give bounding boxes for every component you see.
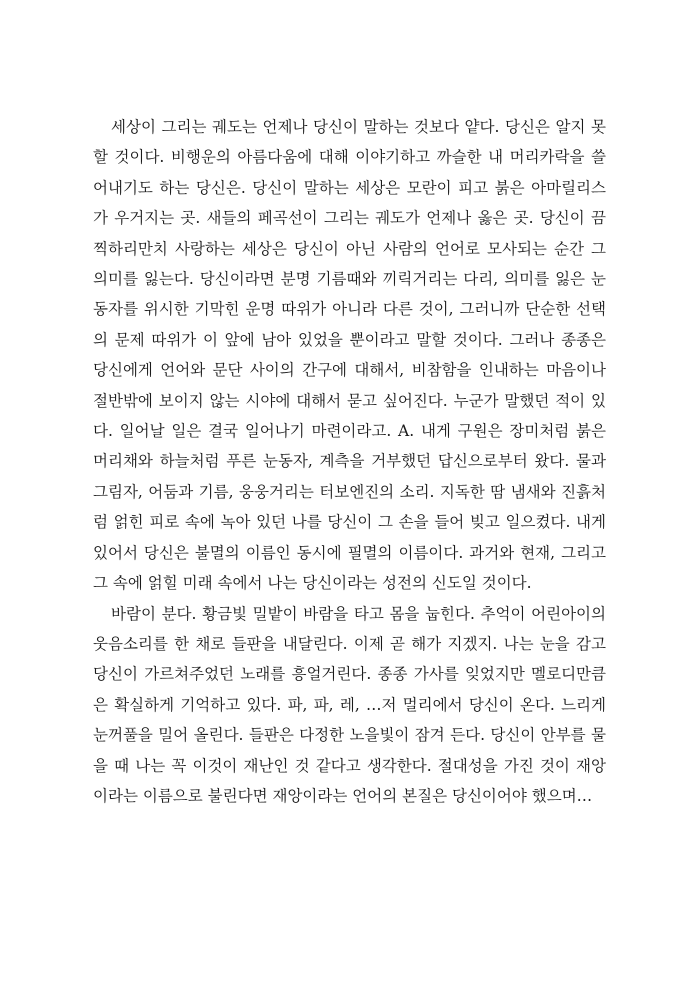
- paragraph-1: 세상이 그리는 궤도는 언제나 당신이 말하는 것보다 얕다. 당신은 알지 못할 것이다. 비행운의 아름다움에 대해 이야기하고 까슬한 내 머리카락을 쓸어내기도 하는 당신은. 당신이 말하는 세상은 모란이 피고 붉은 아마릴리스가 우거지는 곳. 새들의 페곡선이 그리는 궤도가 언제나 옳은 곳. 당신이 끔찍하리만치 사랑하는 세상은 당신이 아닌 사람의 언어로 모사되는 순간 그 의미를 잃는다. 당신이라면 분명 기름때와 끼릭거리는 다리, 의미를 잃은 눈동자를 위시한 기막힌 운명 따위가 아니라 다른 것이, 그러니까 단순한 선택의 문제 따위가 이 앞에 남아 있었을 뿐이라고 말할 것이다. 그러나 종종은 당신에게 언어와 문단 사이의 간구에 대해서, 비참함을 인내하는 마음이나 절반밖에 보이지 않는 시야에 대해서 묻고 싶어진다. 누군가 말했던 적이 있다. 일어날 일은 결국 일어나기 마련이라고. A. 내게 구원은 장미처럼 붉은 머리채와 하늘처럼 푸른 눈동자, 계측을 거부했던 답신으로부터 왔다. 물과 그림자, 어둠과 기름, 웅웅거리는 터보엔진의 소리. 지독한 땀 냄새와 진흙처럼 얽힌 피로 속에 녹아 있던 나를 당신이 그 손을 들어 빚고 일으켰다. 내게 있어서 당신은 불멸의 이름인 동시에 필멸의 이름이다. 과거와 현재, 그리고 그 속에 얽힐 미래 속에서 나는 당신이라는 성전의 신도일 것이다.: [93, 118, 606, 593]
- body-text: [93, 112, 606, 811]
- paragraph-2: 바람이 분다. 황금빛 밀밭이 바람을 타고 몸을 눕힌다. 추억이 어린아이의 웃음소리를 한 채로 들판을 내달린다. 이제 곧 해가 지겠지. 나는 눈을 감고 당신이 가르쳐주었던 노래를 흥얼거린다. 종종 가사를 잊었지만 멜로디만큼은 확실하게 기억하고 있다. 파, 파, 레, …저 멀리에서 당신이 온다. 느리게 눈꺼풀을 밀어 올린다. 들판은 다정한 노을빛이 잠겨 든다. 당신이 안부를 물을 때 나는 꼭 이것이 재난인 것 같다고 생각한다. 절대성을 가진 것이 재앙이라는 이름으로 불린다면 재앙이라는 언어의 본질은 당신이어야 했으며…: [93, 604, 606, 805]
